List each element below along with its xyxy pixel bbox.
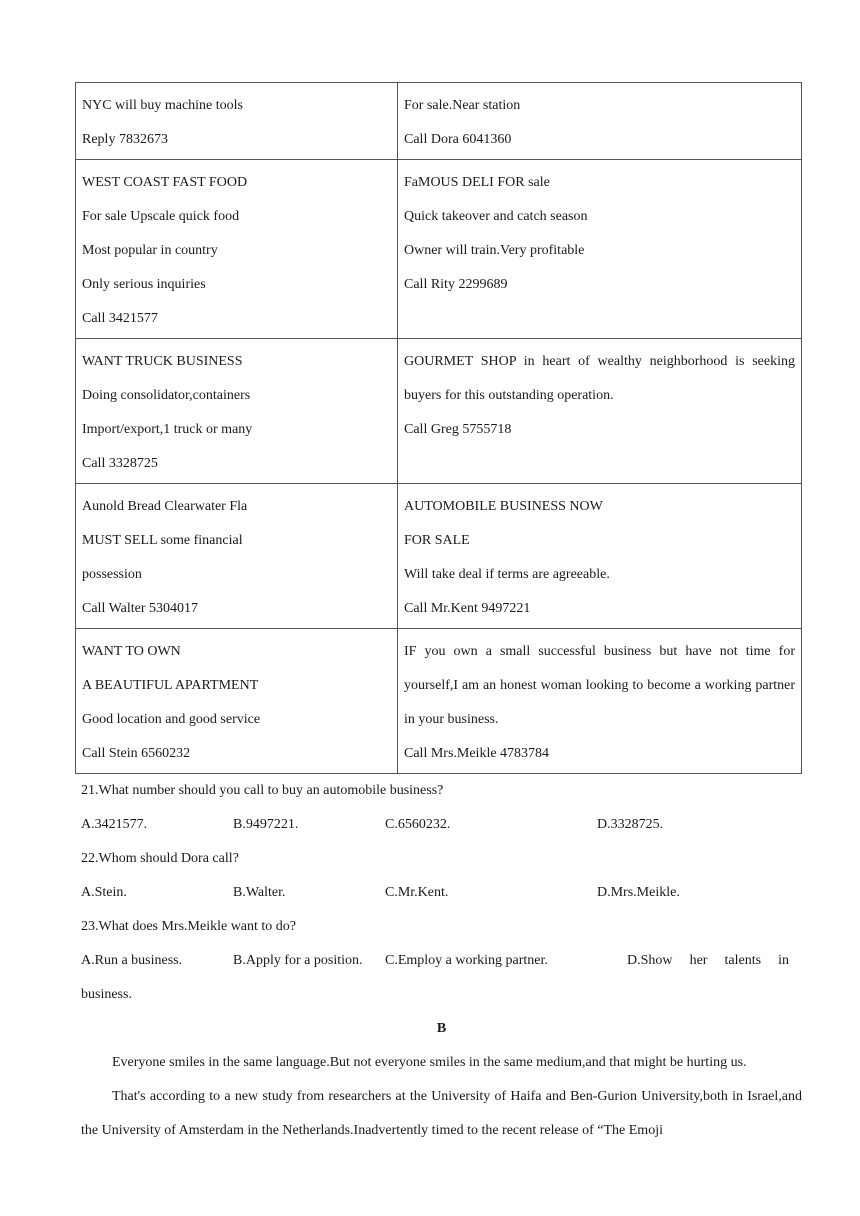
ad-line: WANT TRUCK BUSINESS xyxy=(82,354,243,369)
option-d xyxy=(627,944,789,978)
ad-cell-automobile xyxy=(398,484,802,629)
question-21: 21.What number should you call to buy an automobile business? xyxy=(81,783,444,798)
paragraph: Everyone smiles in the same language.But not everyone smiles in the same medium,and that might be hurting us. xyxy=(112,1055,747,1070)
questions-section xyxy=(75,774,802,1148)
ad-text: IF you own a small successful business but have not time for yourself,I am an honest woman looking to become a working partner in your business. xyxy=(404,644,795,727)
ad-line: Doing consolidator,containers xyxy=(82,388,251,403)
ad-text: GOURMET SHOP in heart of wealthy neighborhood is seeking buyers for this outstanding operation. xyxy=(404,354,795,403)
ad-line: Only serious inquiries xyxy=(82,277,206,292)
ad-line: WEST COAST FAST FOOD xyxy=(82,175,248,190)
ad-line: Import/export,1 truck or many xyxy=(82,422,253,437)
ad-line: For sale Upscale quick food xyxy=(82,209,240,224)
ad-line: MUST SELL some financial xyxy=(82,533,243,548)
option-c: C.Mr.Kent. xyxy=(385,885,449,900)
ad-cell-nyc xyxy=(76,83,398,160)
option-d-continuation: business. xyxy=(81,987,132,1002)
options-23 xyxy=(81,944,802,978)
option-b: B.9497221. xyxy=(233,817,299,832)
ad-line: Call Stein 6560232 xyxy=(82,746,191,761)
option-b: B.Apply for a position. xyxy=(233,953,363,968)
ad-line: Call Walter 5304017 xyxy=(82,601,199,616)
ad-line: Call 3421577 xyxy=(82,311,158,326)
ad-line: Call Rity 2299689 xyxy=(404,277,508,292)
option-d: D.3328725. xyxy=(597,817,664,832)
ad-cell-gourmet xyxy=(398,339,802,484)
options-21 xyxy=(81,808,802,842)
ad-line: Call Mrs.Meikle 4783784 xyxy=(404,746,550,761)
question-22: 22.Whom should Dora call? xyxy=(81,851,239,866)
ad-line: possession xyxy=(82,567,142,582)
option-d-word: in xyxy=(778,953,789,968)
ad-row xyxy=(76,629,802,774)
ad-row xyxy=(76,484,802,629)
ad-line: A BEAUTIFUL APARTMENT xyxy=(82,678,259,693)
question-23: 23.What does Mrs.Meikle want to do? xyxy=(81,919,297,934)
ad-cell-dora xyxy=(398,83,802,160)
ad-row xyxy=(76,160,802,339)
document-page xyxy=(75,82,802,1148)
ads-table xyxy=(75,82,802,774)
ad-line: Quick takeover and catch season xyxy=(404,209,588,224)
option-d-word: her xyxy=(689,953,708,968)
ad-line: Owner will train.Very profitable xyxy=(404,243,585,258)
ad-line: Call 3328725 xyxy=(82,456,158,471)
ad-row xyxy=(76,339,802,484)
ad-line: NYC will buy machine tools xyxy=(82,98,243,113)
ad-cell-bread xyxy=(76,484,398,629)
ad-cell-truck xyxy=(76,339,398,484)
ad-cell-meikle xyxy=(398,629,802,774)
ad-row xyxy=(76,83,802,160)
ad-line: FOR SALE xyxy=(404,533,470,548)
option-d-word: D.Show xyxy=(627,953,673,968)
ad-line: Most popular in country xyxy=(82,243,218,258)
ad-line: AUTOMOBILE BUSINESS NOW xyxy=(404,499,603,514)
options-22 xyxy=(81,876,802,910)
ad-line: Good location and good service xyxy=(82,712,261,727)
ad-cell-deli xyxy=(398,160,802,339)
section-heading: B xyxy=(436,1021,447,1036)
ad-line: Reply 7832673 xyxy=(82,132,168,147)
option-d: D.Mrs.Meikle. xyxy=(597,885,680,900)
ad-line: Call Greg 5755718 xyxy=(404,422,512,437)
ad-line: Will take deal if terms are agreeable. xyxy=(404,567,610,582)
ad-line: FaMOUS DELI FOR sale xyxy=(404,175,550,190)
option-a: A.3421577. xyxy=(81,817,148,832)
option-d-word: talents xyxy=(724,953,762,968)
ad-cell-apartment xyxy=(76,629,398,774)
option-b: B.Walter. xyxy=(233,885,286,900)
ad-cell-fast-food xyxy=(76,160,398,339)
ad-line: Aunold Bread Clearwater Fla xyxy=(82,499,248,514)
option-c: C.Employ a working partner. xyxy=(385,953,548,968)
option-a: A.Run a business. xyxy=(81,953,183,968)
paragraph: That's according to a new study from researchers at the University of Haifa and Ben-Gurion University,both in Israel,and the University of Amsterdam in the Netherlands.Inadvertently timed to the recent release of “The Emoji xyxy=(81,1089,802,1138)
ad-line: Call Dora 6041360 xyxy=(404,132,512,147)
ad-line: Call Mr.Kent 9497221 xyxy=(404,601,531,616)
ad-line: For sale.Near station xyxy=(404,98,521,113)
option-c: C.6560232. xyxy=(385,817,451,832)
option-a: A.Stein. xyxy=(81,885,127,900)
ad-line: WANT TO OWN xyxy=(82,644,181,659)
